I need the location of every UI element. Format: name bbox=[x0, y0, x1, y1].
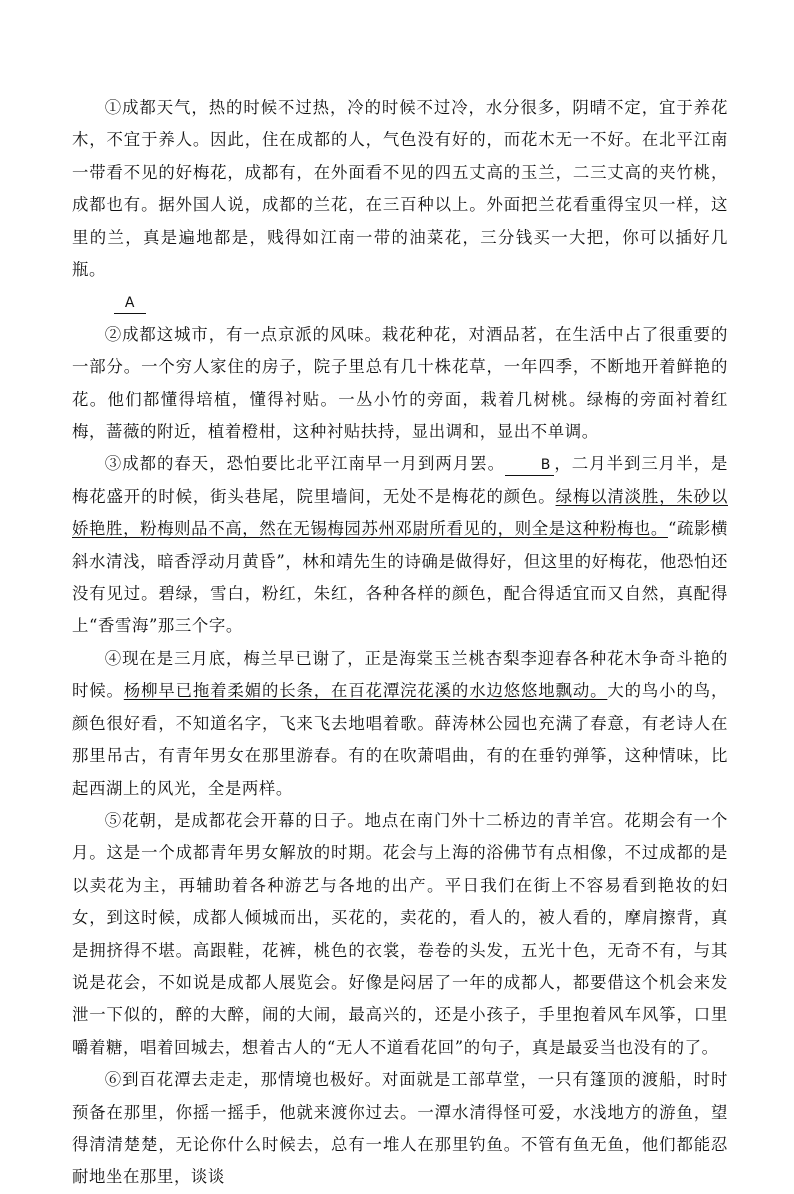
blank-line-a bbox=[72, 286, 728, 318]
underlined-sentence-3: 绿梅以清淡胜，朱砂以娇艳胜，粉梅则品不高，然在无锡梅园苏州邓尉所看见的，则全是这种粉梅也。 bbox=[72, 486, 728, 539]
paragraph-3-middle: ，二月半到三月半，是梅花盛开的时候，街头巷尾，院里墙间，无处不是梅花的颜色。 bbox=[72, 454, 728, 506]
paragraph-3-end: “疏影横斜水清浅，暗香浮动月黄昏”，林和靖先生的诗确是做得好，但这里的好梅花，他恐怕还没有见过。碧绿，雪白，粉红，朱红，各种各样的颜色，配合得适宜而又自然，真配得上“香雪海”那三个字。 bbox=[72, 519, 728, 636]
paragraph-2: ②成都这城市，有一点京派的风味。栽花种花，对酒品茗，在生活中占了很重要的一部分。一个穷人家住的房子，院子里总有几十株花草，一年四季，不断地开着鲜艳的花。他们都懂得培植，懂得衬贴。一丛小竹的旁面，栽着几树桃。绿梅的旁面衬着红梅，蔷薇的附近，植着橙柑，这种衬贴扶持，显出调和，显出不单调。 bbox=[72, 324, 728, 442]
paragraph-4 bbox=[72, 643, 728, 805]
paragraph-4-start: ④现在是三月底，梅兰早已谢了，正是海棠玉兰桃杏梨李迎春各种花木争奇斗艳的时候。 bbox=[72, 648, 728, 701]
paragraph-3-start: ③成都的春天，恐怕要比北平江南早一月到两月罢。 bbox=[104, 454, 505, 474]
paragraph-6: ⑥到百花潭去走走，那情境也极好。对面就是工部草堂，一只有篷顶的渡船，时时预备在那里，你摇一摇手，他就来渡你过去。一潭水清得怪可爱，水浅地方的游鱼，望得清清楚楚，无论你什么时候去，总有一堆人在那里钓鱼。不管有鱼无鱼，他们都能忍耐地坐在那里，谈谈 bbox=[72, 1070, 728, 1187]
paragraph-4-end: 大的鸟小的鸟，颜色很好看，不知道名字，飞来飞去地唱着歌。薛涛林公园也充满了春意，有老诗人在那里吊古，有青年男女在那里游春。有的在吹萧唱曲，有的在垂钓弹筝，这种情味，比起西湖上的风光，全是两样。 bbox=[72, 681, 728, 798]
paragraph-3 bbox=[72, 448, 728, 642]
paragraph-5: ⑤花朝，是成都花会开幕的日子。地点在南门外十二桥边的青羊宫。花期会有一个月。这是一个成都青年男女解放的时期。花会与上海的浴佛节有点相像，不过成都的是以卖花为主，再辅助着各种游艺与各地的出产。平日我们在街上不容易看到艳妆的妇女，到这时候，成都人倾城而出，买花的，卖花的，看人的，被人看的，摩肩擦背，真是拥挤得不堪。高跟鞋，花裤，桃色的衣裳，卷卷的头发，五光十色，无奇不有，与其说是花会，不如说是成都人展览会。好像是闷居了一年的成都人，都要借这个机会来发泄一下似的，醉的大醉，闹的大闹，最高兴的，还是小孩子，手里抱着风车风筝，口里嚼着糖，唱着回城去，想着古人的“无人不道看花回”的句子，真是最妥当也没有的了。 bbox=[72, 810, 728, 1057]
underlined-sentence-4: 杨柳早已拖着柔媚的长条，在百花潭浣花溪的水边悠悠地飘动。 bbox=[123, 681, 608, 701]
blank-b[interactable]: B bbox=[505, 455, 554, 476]
paragraph-1: ①成都天气，热的时候不过热，冷的时候不过冷，水分很多，阴晴不定，宜于养花木，不宜于养人。因此，住在成都的人，气色没有好的，而花木无一不好。在北平江南一带看不见的好梅花，成都有，在外面看不见的四五丈高的玉兰，二三丈高的夹竹桃，成都也有。据外国人说，成都的兰花，在三百种以上。外面把兰花看重得宝贝一样，这里的兰，真是遍地都是，贱得如江南一带的油菜花，三分钱买一大把，你可以插好几瓶。 bbox=[72, 98, 728, 280]
blank-a[interactable]: A bbox=[114, 293, 146, 314]
